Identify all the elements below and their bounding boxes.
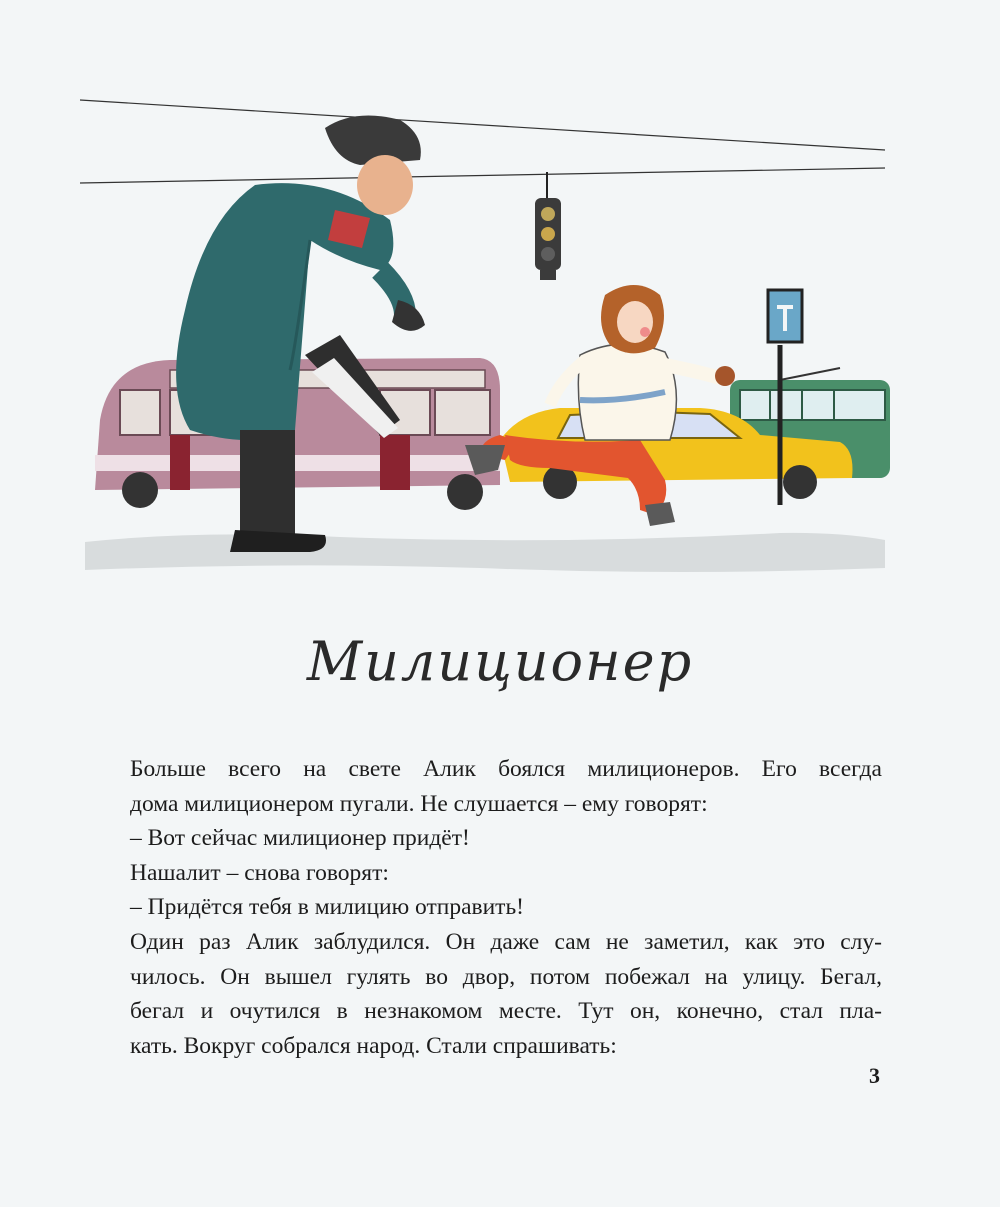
traffic-light-icon (535, 172, 561, 280)
overhead-wire (80, 100, 885, 150)
page-number: 3 (869, 1063, 880, 1088)
paragraph-line: дома милиционером пугали. Не слушается – ему говорят: (130, 790, 708, 817)
paragraph-line: чилось. Он вышел гулять во двор, потом побежал на улицу. Бегал, (130, 963, 882, 990)
paragraph-line: Нашалит – снова говорят: (130, 859, 389, 886)
dialogue-line: – Придётся тебя в милицию отправить! (130, 894, 524, 921)
paragraph-line: Один раз Алик заблудился. Он даже сам не заметил, как это слу- (130, 928, 882, 955)
dialogue-line: – Вот сейчас милиционер придёт! (130, 825, 470, 852)
body-text (130, 752, 882, 1063)
paragraph-line: бегал и очутился в незнакомом месте. Тут он, конечно, стал пла- (130, 998, 882, 1025)
boy-running-icon (465, 285, 735, 526)
chapter-title: Милиционер (306, 630, 694, 693)
paragraph-line: кать. Вокруг собрался народ. Стали спрашивать: (130, 1032, 617, 1059)
ground-wash (85, 533, 885, 572)
paragraph-line: Больше всего на свете Алик боялся милиционеров. Его всегда (130, 756, 882, 782)
street-illustration (80, 90, 890, 580)
overhead-wire-2 (80, 168, 885, 183)
